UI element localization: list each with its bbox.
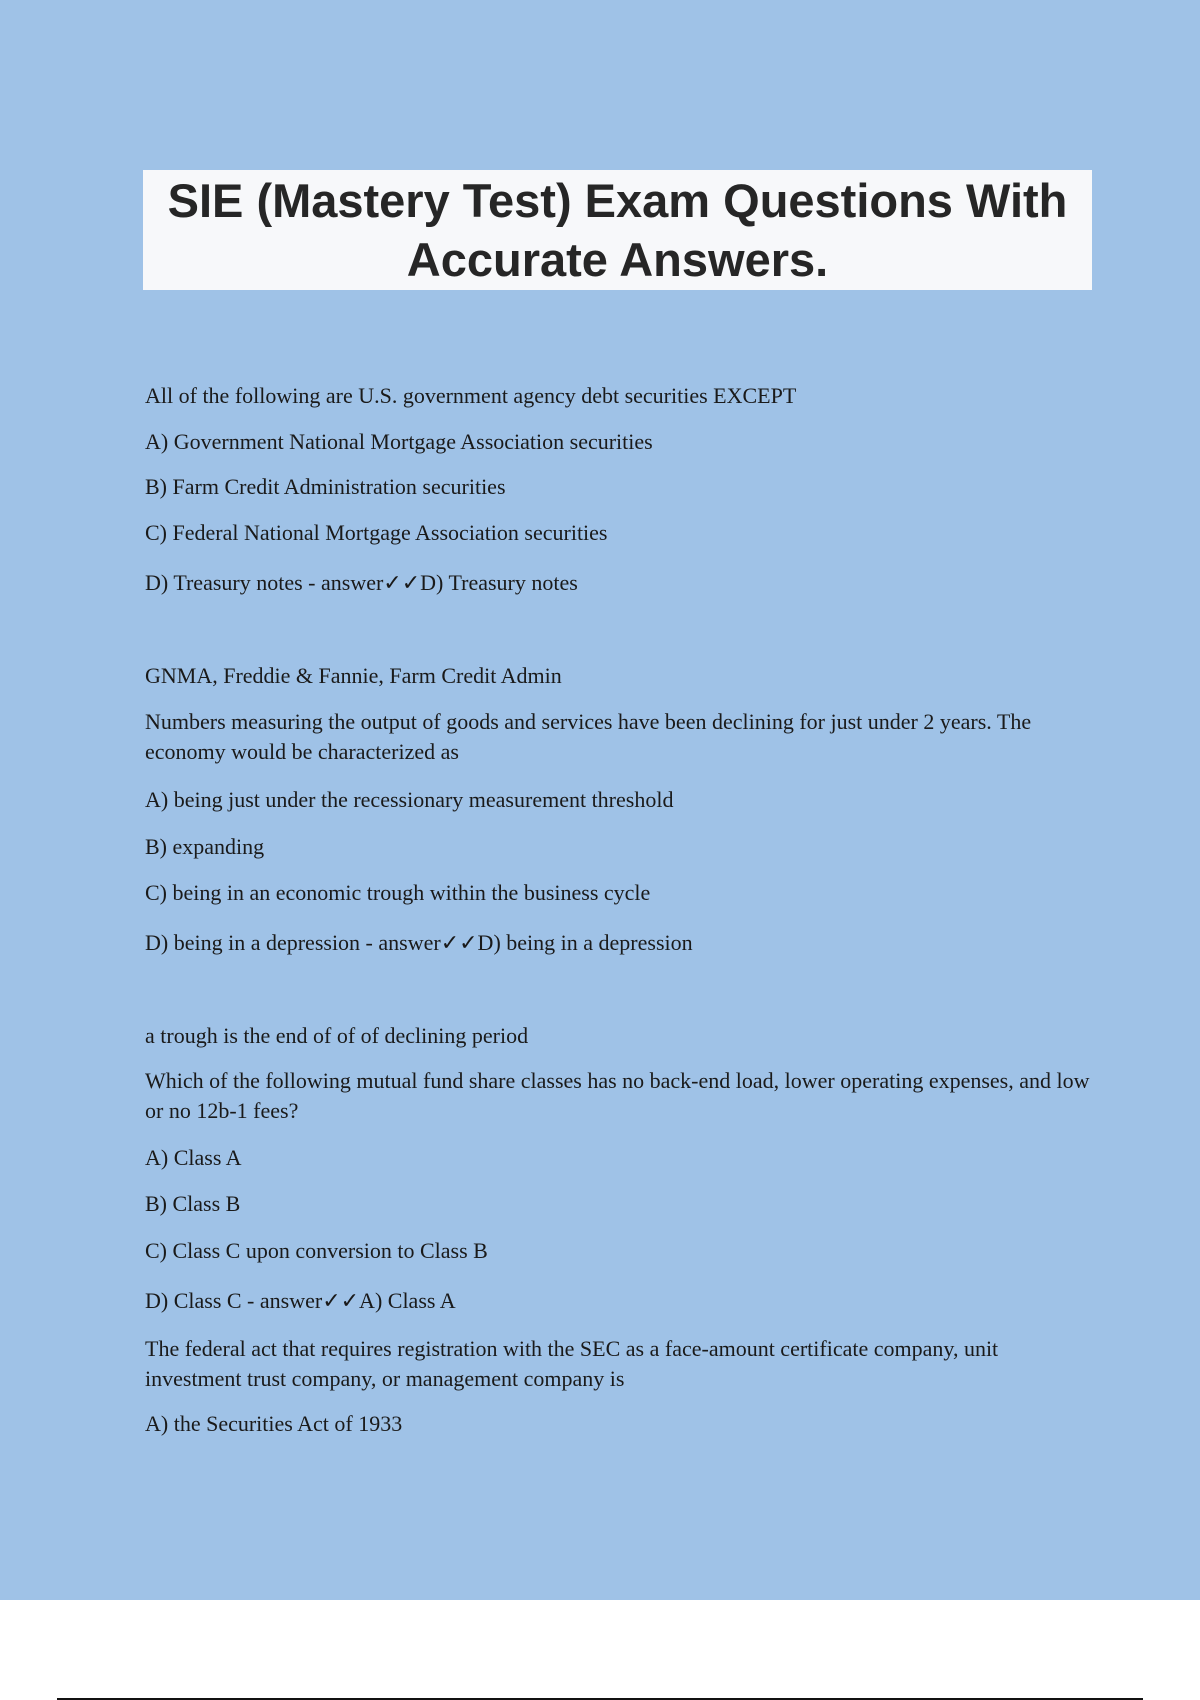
question-3-text: Which of the following mutual fund share classes has no back-end load, lower operating expenses, and low or no 12b-1 fees? xyxy=(145,1068,1090,1123)
question-2-option-b: B) expanding xyxy=(145,834,265,859)
question-2-option-d-answer: D) being in a depression - answer✓✓D) being in a depression xyxy=(145,930,693,955)
question-3-option-b: B) Class B xyxy=(145,1191,241,1216)
question-2-option-a: A) being just under the recessionary measurement threshold xyxy=(145,787,674,812)
question-4-option-a: A) the Securities Act of 1933 xyxy=(145,1411,403,1436)
question-1-option-d-answer: D) Treasury notes - answer✓✓D) Treasury notes xyxy=(145,570,578,595)
question-1-option-a: A) Government National Mortgage Association securities xyxy=(145,429,653,454)
question-1-option-c: C) Federal National Mortgage Association securities xyxy=(145,520,608,545)
question-3-option-d-answer: D) Class C - answer✓✓A) Class A xyxy=(145,1288,456,1313)
question-2-text: Numbers measuring the output of goods and services have been declining for just under 2 years. The economy would be characterized as xyxy=(145,709,1032,764)
question-3-option-c: C) Class C upon conversion to Class B xyxy=(145,1238,488,1263)
question-1-text: All of the following are U.S. government agency debt securities EXCEPT xyxy=(145,383,797,408)
question-2-option-c: C) being in an economic trough within the business cycle xyxy=(145,880,651,905)
question-2-explanation: a trough is the end of of of declining period xyxy=(145,1023,529,1048)
question-4-text: The federal act that requires registration with the SEC as a face-amount certificate company, unit investment trust company, or management company is xyxy=(145,1336,999,1391)
question-3-option-a: A) Class A xyxy=(145,1145,242,1170)
question-1-explanation: GNMA, Freddie & Fannie, Farm Credit Admin xyxy=(145,663,562,688)
title-banner xyxy=(143,170,1092,290)
document-title: SIE (Mastery Test) Exam Questions With Accurate Answers. xyxy=(167,174,1068,286)
question-1-option-b: B) Farm Credit Administration securities xyxy=(145,474,506,499)
